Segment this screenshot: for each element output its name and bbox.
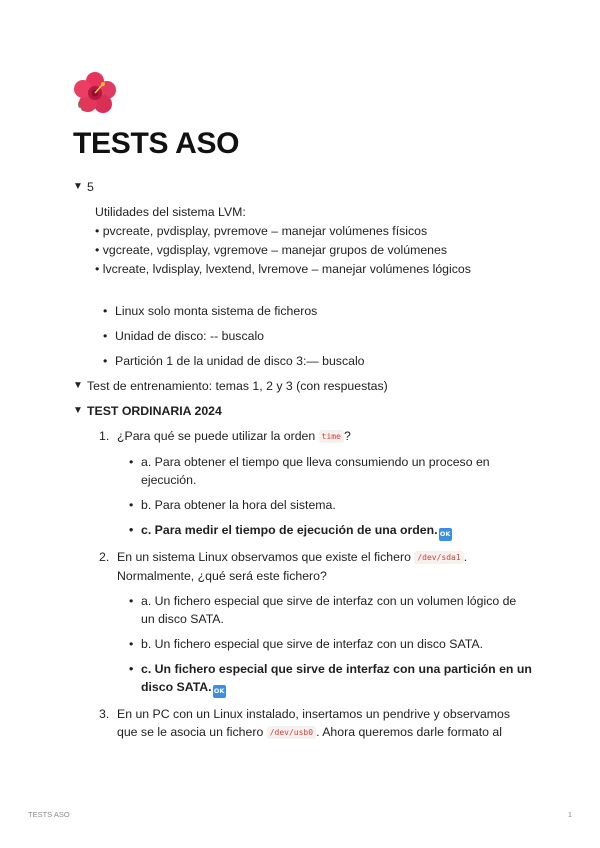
triangle-down-icon[interactable]: ▼ [73,405,83,416]
page-title: TESTS ASO [73,127,240,160]
option-c-correct: • c. Para medir el tiempo de ejecución de una orden. OK [121,521,533,541]
lvm-block [95,203,533,279]
page-content [73,72,533,742]
triangle-down-icon[interactable]: ▼ [73,181,83,192]
list-item: • Linux solo monta sistema de ficheros [103,304,318,318]
option-c-correct: • c. Un fichero especial que sirve de interfaz con una partición en un disco SATA. OK [121,660,533,698]
triangle-down-icon[interactable]: ▼ [73,380,83,391]
toggle-ordinaria[interactable] [73,402,533,420]
option-a: • a. Un fichero especial que sirve de interfaz con un volumen lógico de un disco SATA. [129,594,517,626]
footer-title: TESTS ASO [28,810,70,819]
ok-icon: OK [213,685,226,698]
list-item: • Partición 1 de la unidad de disco 3:— buscalo [103,354,365,368]
hibiscus-icon [73,72,117,116]
question-list [95,427,533,742]
option-a: • a. Para obtener el tiempo que lleva consumiendo un proceso en ejecución. [129,455,490,487]
question-2: 2. En un sistema Linux observamos que existe el fichero /dev/sda1 . Normalmente, ¿qué será este fichero? • a. Un fichero especial que sirve de interfaz con un volumen lógico de un disco SATA. • b. Un fichero especial que sirve de interfaz con un disco SATA. • c. Un fichero especial que sirve de interfaz con una partición en un disco SATA. OK [95,548,533,698]
toggle-label: TEST ORDINARIA 2024 [87,404,222,418]
toggle-training[interactable] [73,377,533,395]
option-b: • b. Para obtener la hora del sistema. [129,498,336,512]
lvm-heading: Utilidades del sistema LVM: [95,205,246,219]
lvm-line: • vgcreate, vgdisplay, vgremove – manejar grupos de volúmenes [95,243,447,257]
inline-code: /dev/sda1 [414,551,463,564]
question-3: 3. En un PC con un Linux instalado, insertamos un pendrive y observamos que se le asocia un fichero /dev/usb0 . Ahora queremos darle formato al [99,707,511,739]
lvm-line: • lvcreate, lvdisplay, lvextend, lvremove – manejar volúmenes lógicos [95,262,471,276]
toggle-label: 5 [87,180,94,194]
list-item: • Unidad de disco: -- buscalo [103,329,265,343]
inline-code: time [319,430,344,443]
toggle-label: Test de entrenamiento: temas 1, 2 y 3 (con respuestas) [87,379,388,393]
ok-icon: OK [439,528,452,541]
footer-page-number: 1 [567,810,572,819]
bullet-list [95,302,533,370]
inline-code: /dev/usb0 [267,726,316,739]
option-b: • b. Un fichero especial que sirve de interfaz con un disco SATA. [129,637,483,651]
question-1: 1. ¿Para qué se puede utilizar la orden time ? • a. Para obtener el tiempo que lleva consumiendo un proceso en ejecución. • b. Para obtener la hora del sistema. • c. Para medir el tiempo de ejecución de una orden. OK [95,427,533,541]
toggle-5[interactable] [73,178,533,196]
lvm-line: • pvcreate, pvdisplay, pvremove – manejar volúmenes físicos [95,224,428,238]
